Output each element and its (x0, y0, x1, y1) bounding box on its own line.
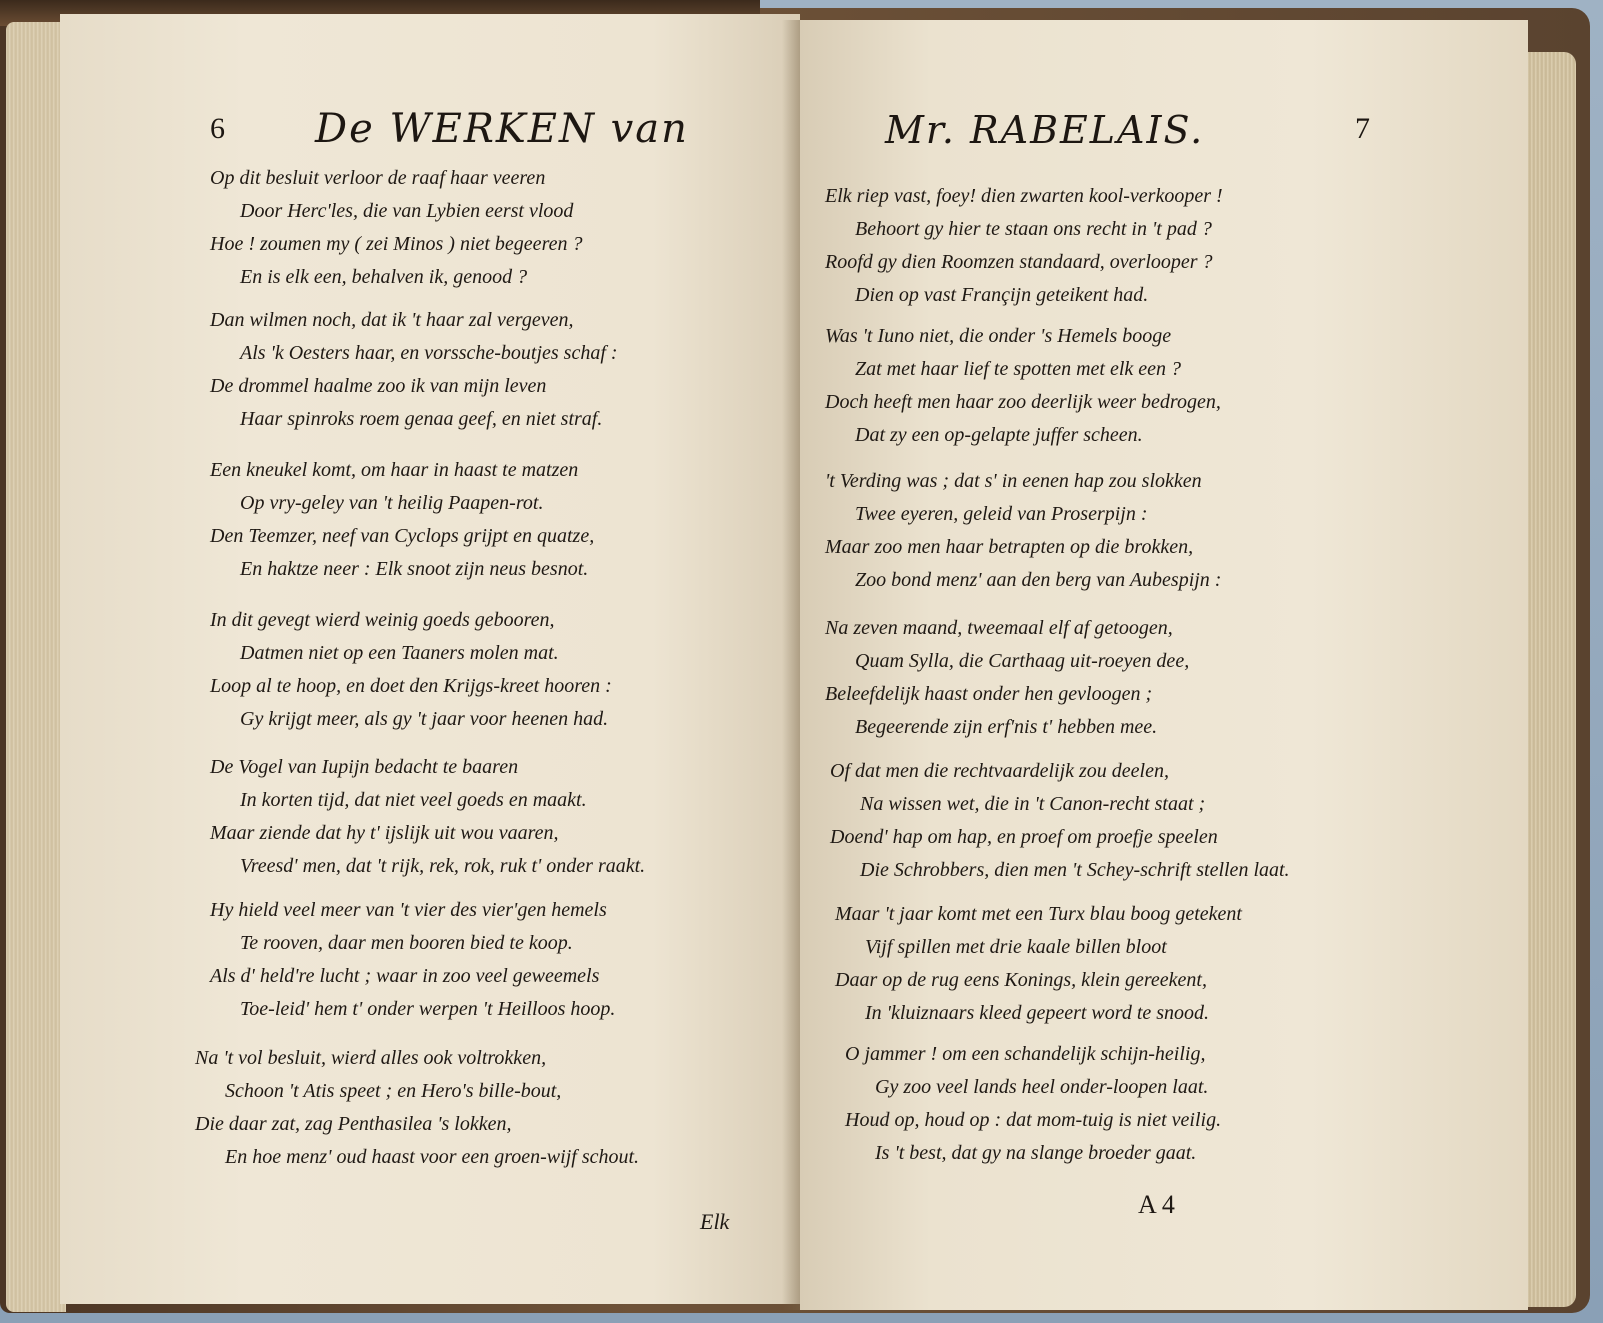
signature-mark: A 4 (1138, 1190, 1175, 1219)
verse-line: Vijf spillen met drie kaale billen bloot (865, 936, 1167, 958)
left-page (60, 14, 800, 1304)
verse-line: Die Schrobbers, dien men 't Schey-schrift stellen laat. (860, 859, 1290, 881)
verse-line: Behoort gy hier te staan ons recht in 't pad ? (855, 218, 1212, 240)
verse-line: Maar ziende dat hy t' ijslijk uit wou vaaren, (210, 822, 559, 844)
right-stanza-5 (830, 755, 1290, 887)
left-page-edges (6, 22, 66, 1312)
right-running-head: Mr. RABELAIS. (885, 108, 1205, 152)
verse-line: Die daar zat, zag Penthasilea 's lokken, (195, 1113, 512, 1135)
verse-line: Als d' held're lucht ; waar in zoo veel geweemels (210, 965, 600, 987)
right-stanza-1 (825, 180, 1223, 312)
right-page-edges (1520, 52, 1576, 1307)
verse-line: O jammer ! om een schandelijk schijn-heilig, (845, 1043, 1206, 1065)
verse-line: Maar zoo men haar betrapten op die brokken, (825, 536, 1194, 558)
verse-line: Roofd gy dien Roomzen standaard, overlooper ? (825, 251, 1213, 273)
verse-line: Na wissen wet, die in 't Canon-recht staat ; (860, 793, 1206, 815)
verse-line: En hoe menz' oud haast voor een groen-wijf schout. (225, 1146, 640, 1168)
verse-line: Is 't best, dat gy na slange broeder gaat. (875, 1142, 1197, 1164)
verse-line: Gy zoo veel lands heel onder-loopen laat. (875, 1076, 1209, 1098)
left-running-head: De WERKEN van (315, 106, 689, 152)
verse-line: Houd op, houd op : dat mom-tuig is niet veilig. (845, 1109, 1222, 1131)
verse-line: Datmen niet op een Taaners molen mat. (240, 642, 559, 664)
verse-line: Begeerende zijn erf'nis t' hebben mee. (855, 716, 1158, 738)
verse-line: 't Verding was ; dat s' in eenen hap zou slokken (825, 470, 1202, 492)
verse-line: En haktze neer : Elk snoot zijn neus besnot. (240, 558, 589, 580)
verse-line: Na 't vol besluit, wierd alles ook voltrokken, (195, 1047, 547, 1069)
verse-line: Te rooven, daar men booren bied te koop. (240, 932, 573, 954)
verse-line: Beleefdelijk haast onder hen gevloogen ; (825, 683, 1153, 705)
verse-line: Loop al te hoop, en doet den Krijgs-kreet hooren : (210, 675, 612, 697)
verse-line: Doend' hap om hap, en proef om proefje speelen (830, 826, 1218, 848)
catchword: Elk (700, 1209, 730, 1234)
verse-line: Op vry-geley van 't heilig Paapen-rot. (240, 492, 544, 514)
left-stanza-6 (210, 894, 615, 1026)
verse-line: Door Herc'les, die van Lybien eerst vlood (240, 200, 574, 222)
right-stanza-4 (825, 612, 1189, 744)
verse-line: Elk riep vast, foey! dien zwarten kool-verkooper ! (825, 185, 1223, 207)
verse-line: Of dat men die rechtvaardelijk zou deelen, (830, 760, 1169, 782)
verse-line: Dan wilmen noch, dat ik 't haar zal vergeven, (210, 309, 574, 331)
verse-line: Doch heeft men haar zoo deerlijk weer bedrogen, (825, 391, 1221, 413)
verse-line: Na zeven maand, tweemaal elf af getoogen, (825, 617, 1173, 639)
verse-line: En is elk een, behalven ik, genood ? (240, 266, 528, 288)
verse-line: In 'kluiznaars kleed gepeert word te snood. (865, 1002, 1210, 1024)
verse-line: Als 'k Oesters haar, en vorssche-boutjes schaf : (240, 342, 618, 364)
verse-line: De Vogel van Iupijn bedacht te baaren (210, 756, 519, 778)
verse-line: Quam Sylla, die Carthaag uit-roeyen dee, (855, 650, 1190, 672)
verse-line: Twee eyeren, geleid van Proserpijn : (855, 503, 1148, 525)
right-stanza-3 (825, 465, 1221, 597)
verse-line: Haar spinroks roem genaa geef, en niet straf. (240, 408, 603, 430)
left-stanza-1 (210, 162, 582, 294)
right-stanza-7 (845, 1038, 1221, 1170)
verse-line: Toe-leid' hem t' onder werpen 't Heilloos hoop. (240, 998, 616, 1020)
verse-line: Zat met haar lief te spotten met elk een ? (855, 358, 1182, 380)
verse-line: Was 't Iuno niet, die onder 's Hemels booge (825, 325, 1172, 347)
verse-line: In korten tijd, dat niet veel goeds en maakt. (240, 789, 587, 811)
verse-line: Vreesd' men, dat 't rijk, rek, rok, ruk t' onder raakt. (240, 855, 646, 877)
verse-line: Hy hield veel meer van 't vier des vier'gen hemels (210, 899, 607, 921)
verse-line: In dit gevegt wierd weinig goeds gebooren, (210, 609, 555, 631)
left-page-number: 6 (210, 112, 225, 145)
verse-line: Gy krijgt meer, als gy 't jaar voor heenen had. (240, 708, 609, 730)
left-stanza-3 (210, 454, 594, 586)
left-stanza-4 (210, 604, 612, 736)
verse-line: Den Teemzer, neef van Cyclops grijpt en quatze, (210, 525, 595, 547)
right-stanza-2 (825, 320, 1221, 452)
verse-line: Schoon 't Atis speet ; en Hero's bille-bout, (225, 1080, 562, 1102)
verse-line: Daar op de rug eens Konings, klein gereekent, (835, 969, 1207, 991)
left-stanza-5 (210, 751, 645, 883)
verse-line: Hoe ! zoumen my ( zei Minos ) niet begeeren ? (210, 233, 583, 255)
verse-line: Maar 't jaar komt met een Turx blau boog getekent (835, 903, 1242, 925)
right-page-number: 7 (1355, 112, 1370, 145)
verse-line: Op dit besluit verloor de raaf haar veeren (210, 167, 546, 189)
verse-line: Dien op vast Françijn geteikent had. (855, 284, 1149, 306)
left-stanza-7 (195, 1042, 639, 1174)
verse-line: De drommel haalme zoo ik van mijn leven (210, 375, 547, 397)
right-page (800, 20, 1528, 1310)
verse-line: Dat zy een op-gelapte juffer scheen. (855, 424, 1143, 446)
verse-line: Zoo bond menz' aan den berg van Aubespijn : (855, 569, 1222, 591)
left-stanza-2 (210, 304, 618, 436)
right-stanza-6 (835, 898, 1242, 1030)
verse-line: Een kneukel komt, om haar in haast te matzen (210, 459, 579, 481)
